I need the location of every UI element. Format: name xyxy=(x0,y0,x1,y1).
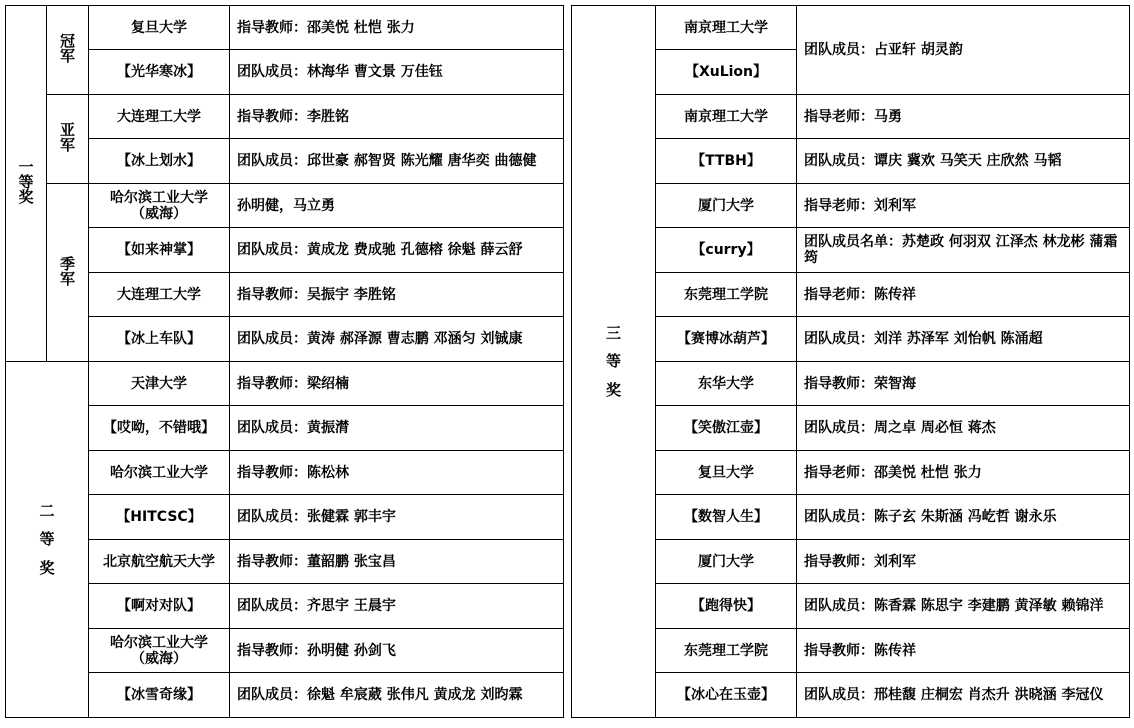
members-cell: 团队成员名单：苏楚政 何羽双 江泽杰 林龙彬 蒲霜筠 xyxy=(797,228,1130,273)
team-name: 【数智人生】 xyxy=(656,495,797,540)
advisor-cell: 指导教师：刘利军 xyxy=(797,540,1130,584)
team-name: 【笑傲江壶】 xyxy=(656,406,797,451)
advisor-cell: 指导教师：董韶鹏 张宝昌 xyxy=(230,540,564,584)
advisor-cell: 指导老师：陈传祥 xyxy=(797,273,1130,317)
team-name: 【冰心在玉壶】 xyxy=(656,673,797,718)
team-name: 【跑得快】 xyxy=(656,584,797,629)
school-name: 南京理工大学 xyxy=(656,6,797,50)
members-cell: 团队成员：陈香霖 陈思宇 李建鹏 黄泽敏 赖锦洋 xyxy=(797,584,1130,629)
members-cell: 团队成员：谭庆 冀欢 马笑天 庄欣然 马韬 xyxy=(797,139,1130,184)
third-place-label: 季 军 xyxy=(47,184,89,362)
members-cell: 团队成员：张健霖 郭丰宇 xyxy=(230,495,564,540)
team-name: 【XuLion】 xyxy=(656,50,797,95)
members-cell: 团队成员：周之卓 周必恒 蒋杰 xyxy=(797,406,1130,451)
team-name: 【哎呦，不错哦】 xyxy=(89,406,230,451)
advisor-cell: 指导老师：马勇 xyxy=(797,95,1130,139)
team-name: 【冰雪奇缘】 xyxy=(89,673,230,718)
runner-up-label: 亚 军 xyxy=(47,95,89,184)
members-cell: 团队成员：林海华 曹文景 万佳钰 xyxy=(230,50,564,95)
advisor-cell: 指导教师：陈传祥 xyxy=(797,629,1130,673)
members-cell: 团队成员：黄成龙 费成驰 孔德榕 徐魁 薛云舒 xyxy=(230,228,564,273)
advisor-cell: 指导教师：邵美悦 杜恺 张力 xyxy=(230,6,564,50)
advisor-cell: 指导教师：李胜铭 xyxy=(230,95,564,139)
school-name: 大连理工大学 xyxy=(89,273,230,317)
school-name: 东莞理工学院 xyxy=(656,629,797,673)
school-name: 厦门大学 xyxy=(656,184,797,228)
school-name: 复旦大学 xyxy=(656,451,797,495)
school-name: 哈尔滨工业大学 xyxy=(89,451,230,495)
school-name: 大连理工大学 xyxy=(89,95,230,139)
team-name: 【TTBH】 xyxy=(656,139,797,184)
members-cell: 团队成员：黄涛 郝泽源 曹志鹏 邓涵匀 刘铖康 xyxy=(230,317,564,362)
members-cell: 团队成员：陈子玄 朱斯涵 冯屹哲 谢永乐 xyxy=(797,495,1130,540)
advisor-cell: 指导老师：邵美悦 杜恺 张力 xyxy=(797,451,1130,495)
advisor-cell: 指导教师：梁绍楠 xyxy=(230,362,564,406)
champion-label: 冠 军 xyxy=(47,6,89,95)
school-name: 哈尔滨工业大学 （威海） xyxy=(89,184,230,228)
advisor-cell: 指导教师：孙明健 孙剑飞 xyxy=(230,629,564,673)
team-name: 【如来神掌】 xyxy=(89,228,230,273)
team-name: 【curry】 xyxy=(656,228,797,273)
school-name: 天津大学 xyxy=(89,362,230,406)
school-name: 厦门大学 xyxy=(656,540,797,584)
awards-table-right xyxy=(571,5,1130,718)
team-name: 【光华寒冰】 xyxy=(89,50,230,95)
school-name: 北京航空航天大学 xyxy=(89,540,230,584)
awards-table-left xyxy=(5,5,564,718)
team-name: 【HITCSC】 xyxy=(89,495,230,540)
first-prize-label: 一 等 奖 xyxy=(6,6,47,362)
school-name: 南京理工大学 xyxy=(656,95,797,139)
advisor-cell: 孙明健，马立勇 xyxy=(230,184,564,228)
team-name: 【啊对对队】 xyxy=(89,584,230,629)
advisor-cell: 指导教师：吴振宇 李胜铭 xyxy=(230,273,564,317)
advisor-cell: 指导老师：刘利军 xyxy=(797,184,1130,228)
members-cell: 团队成员：徐魁 牟宸葳 张伟凡 黄成龙 刘昀霖 xyxy=(230,673,564,718)
school-name: 哈尔滨工业大学 （威海） xyxy=(89,629,230,673)
members-cell: 团队成员：占亚轩 胡灵韵 xyxy=(797,6,1130,95)
members-cell: 团队成员：邱世豪 郝智贤 陈光耀 唐华奕 曲德健 xyxy=(230,139,564,184)
members-cell: 团队成员：邢桂馥 庄桐宏 肖杰升 洪晓涵 李冠仪 xyxy=(797,673,1130,718)
team-name: 【赛博冰葫芦】 xyxy=(656,317,797,362)
members-cell: 团队成员：黄振潸 xyxy=(230,406,564,451)
members-cell: 团队成员：齐思宇 王晨宇 xyxy=(230,584,564,629)
school-name: 东华大学 xyxy=(656,362,797,406)
school-name: 复旦大学 xyxy=(89,6,230,50)
second-prize-label: 二 等 奖 xyxy=(6,362,89,718)
third-prize-label: 三 等 奖 xyxy=(572,6,656,718)
advisor-cell: 指导教师：荣智海 xyxy=(797,362,1130,406)
school-name: 东莞理工学院 xyxy=(656,273,797,317)
team-name: 【冰上车队】 xyxy=(89,317,230,362)
team-name: 【冰上划水】 xyxy=(89,139,230,184)
advisor-cell: 指导教师：陈松林 xyxy=(230,451,564,495)
members-cell: 团队成员：刘洋 苏泽军 刘怡帆 陈涌超 xyxy=(797,317,1130,362)
